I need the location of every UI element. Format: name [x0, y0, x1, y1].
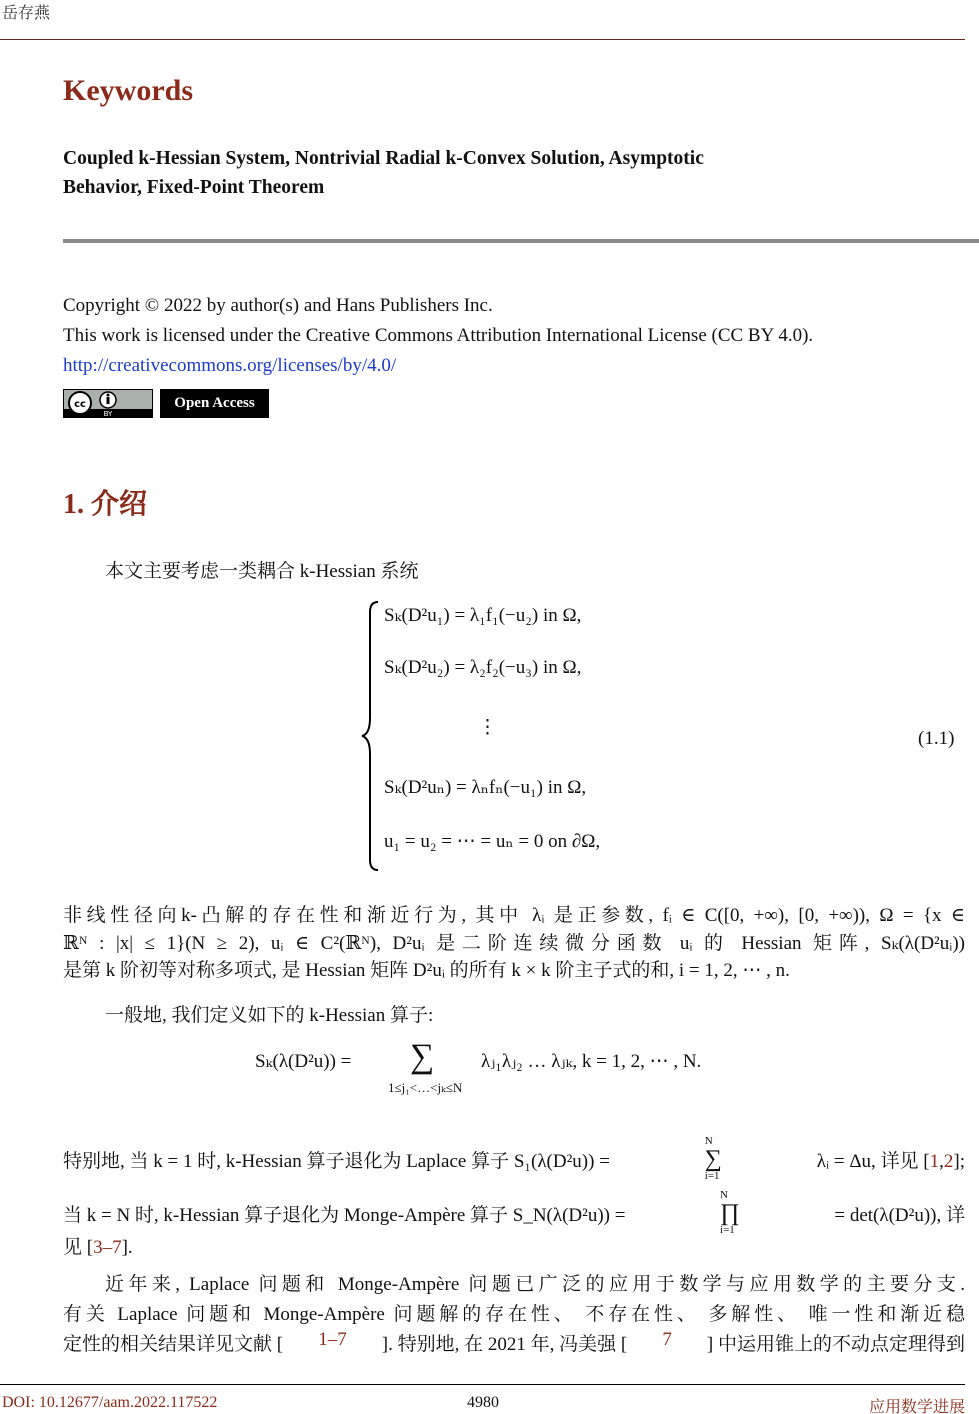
text: , [939, 1150, 944, 1172]
open-access-badge[interactable]: Open Access [160, 389, 269, 418]
citation-link[interactable]: 3–7 [93, 1237, 122, 1258]
sum-icon: ∑ [410, 1038, 435, 1075]
section-divider [63, 239, 979, 243]
keywords-line-2: Behavior, Fixed-Point Theorem [63, 177, 325, 198]
display-rhs: λⱼ₁λⱼ₂ … λⱼₖ, k = 1, 2, ⋯ , N. [481, 1051, 702, 1072]
keywords-line-1: Coupled k-Hessian System, Nontrivial Radial k-Convex Solution, Asymptotic [63, 148, 704, 169]
footer-rule [0, 1384, 965, 1385]
running-header-author: 岳存燕 [2, 3, 51, 22]
para3-line-3 [63, 1232, 133, 1259]
text: 定性的相关结果详见文献 [ [63, 1334, 284, 1355]
left-brace-icon [360, 600, 384, 872]
para4-line-1: 近年来, Laplace 问题和 Monge-Ampère 问题已广泛的应用于数学与应用数学的主要分支. [105, 1274, 965, 1295]
text: ] 中运用锥上的不动点定理得到 [706, 1334, 965, 1355]
copyright-line: Copyright © 2022 by author(s) and Hans Publishers Inc. [63, 295, 493, 316]
citation-link[interactable]: 1 [929, 1150, 940, 1172]
license-text: This work is licensed under the Creative Commons Attribution International License (CC BY 4.0). [63, 325, 814, 346]
text: = det(λ(D²u)), 详 [834, 1204, 965, 1226]
section-heading: 1. 介绍 [63, 489, 148, 520]
sum-with-limits [705, 1136, 722, 1182]
prod-lower: i=1 [720, 1224, 735, 1236]
citation-link[interactable]: 1–7 [318, 1329, 347, 1350]
citation-link[interactable]: 2 [943, 1150, 954, 1172]
para2-text: 一般地, 我们定义如下的 k-Hessian 算子: [105, 1005, 434, 1026]
system-row-dots: ⋮ [478, 717, 497, 738]
svg-text:cc: cc [74, 399, 86, 410]
equation-label: (1.1) [918, 728, 955, 749]
text [817, 1146, 965, 1173]
text: ]. 特别地, 在 2021 年, 冯美强 [ [381, 1334, 628, 1355]
para4-line-3 [63, 1329, 965, 1356]
product-with-limits [720, 1190, 740, 1236]
sum-icon: ∑ [704, 1146, 722, 1172]
text: λᵢ = Δu, 详见 [ [816, 1150, 930, 1172]
sum-limits: 1≤j₁<…<jₖ≤N [388, 1080, 463, 1095]
intro-text: 本文主要考虑一类耦合 k-Hessian 系统 [105, 561, 419, 582]
sum-lower: i=1 [704, 1170, 720, 1182]
header-rule [0, 39, 965, 40]
text: ]; [953, 1150, 965, 1172]
display-lhs: Sₖ(λ(D²u)) = [255, 1051, 352, 1072]
system-row-1: Sₖ(D²u₁) = λ₁f₁(−u₂) in Ω, [384, 605, 582, 626]
footer-doi[interactable]: DOI: 10.12677/aam.2022.117522 [2, 1394, 218, 1411]
product-icon: ∏ [720, 1200, 740, 1226]
sum-upper: N [704, 1135, 713, 1147]
para1-line-1: 非线性径向k-凸解的存在性和渐近行为, 其中 λᵢ 是正参数, fᵢ ∈ C([0, +∞), [0, +∞)), Ω = {x ∈ [63, 905, 965, 926]
system-boundary: u₁ = u₂ = ⋯ = uₙ = 0 on ∂Ω, [384, 831, 601, 852]
prod-upper: N [720, 1189, 728, 1201]
text: 当 k = N 时, k-Hessian 算子退化为 Monge-Ampère 算子 S_N(λ(D²u)) = [63, 1204, 626, 1226]
para1-line-2: ℝᴺ : |x| ≤ 1}(N ≥ 2), uᵢ ∈ C²(ℝᴺ), D²uᵢ 是二阶连续微分函数 uᵢ 的 Hessian 矩阵, Sₖ(λ(D²uᵢ)) [63, 933, 965, 954]
cc-by-badge[interactable] [63, 389, 153, 418]
system-row-2: Sₖ(D²u₂) = λ₂f₂(−u₃) in Ω, [384, 657, 582, 678]
cc-by-icon [64, 390, 152, 417]
para3-line-2 [63, 1190, 965, 1236]
text: ]. [121, 1237, 133, 1258]
system-row-n: Sₖ(D²uₙ) = λₙfₙ(−u₁) in Ω, [384, 777, 587, 798]
para4-line-2: 有关 Laplace 问题和 Monge-Ampère 问题解的存在性、 不存在性、 多解性、 唯一性和渐近稳 [63, 1304, 965, 1325]
citation-link[interactable]: 7 [662, 1329, 672, 1350]
keywords-heading: Keywords [63, 74, 193, 107]
footer-journal: 应用数学进展 [868, 1397, 965, 1414]
svg-text:BY: BY [103, 410, 113, 417]
text: 见 [ [63, 1237, 94, 1258]
para3-line-1 [63, 1136, 965, 1182]
para1-line-3: 是第 k 阶初等对称多项式, 是 Hessian 矩阵 D²uᵢ 的所有 k × k 阶主子式的和, i = 1, 2, ⋯ , n. [63, 960, 790, 981]
license-link[interactable]: http://creativecommons.org/licenses/by/4.0/ [63, 355, 397, 376]
page-number: 4980 [467, 1394, 499, 1411]
text: 特别地, 当 k = 1 时, k-Hessian 算子退化为 Laplace 算子 S₁(λ(D²u)) = [63, 1150, 610, 1172]
